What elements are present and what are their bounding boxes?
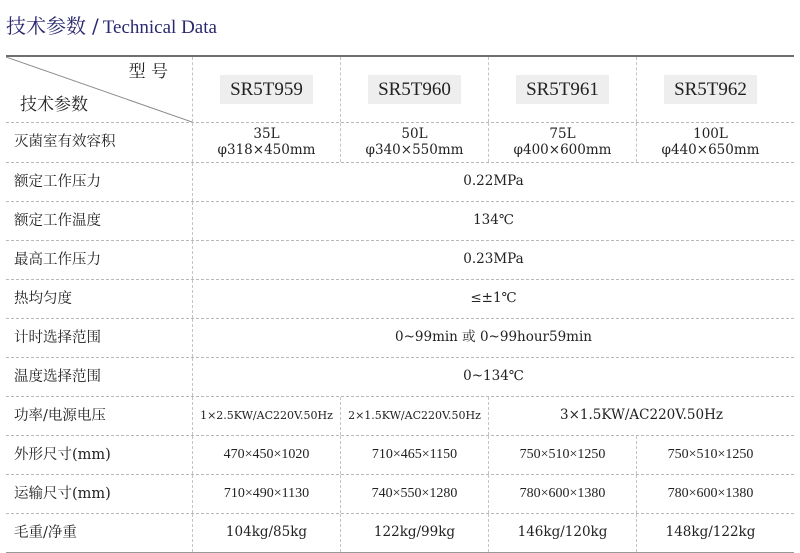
row-value: 0.23MPa (192, 241, 794, 279)
shipping-cell: 710×490×1130 (192, 475, 340, 513)
model-header-label: 型 号 (128, 62, 168, 82)
model-name: SR5T961 (516, 75, 609, 105)
row-label: 功率/电源电压 (14, 407, 106, 424)
row-label: 运输尺寸(mm) (14, 485, 111, 502)
row-label: 额定工作温度 (14, 212, 101, 229)
title-en: Technical Data (102, 17, 217, 38)
param-header-label: 技术参数 (20, 95, 88, 116)
dimension-cell: 470×450×1020 (192, 436, 340, 474)
table-row-shipping (6, 475, 794, 514)
chamber-size: φ340×550mm (365, 141, 464, 158)
row-label: 热均匀度 (14, 290, 72, 307)
dimension-cell: 710×465×1150 (340, 436, 488, 474)
volume-cell (636, 123, 784, 162)
table-row-temp-range (6, 358, 794, 397)
table-row-power (6, 397, 794, 436)
row-label: 外形尺寸(mm) (14, 446, 111, 463)
weight-cell: 104kg/85kg (192, 514, 340, 552)
row-value: 134℃ (192, 202, 794, 240)
table-row-volume (6, 123, 794, 163)
dimension-cell: 750×510×1250 (636, 436, 784, 474)
chamber-size: φ400×600mm (513, 141, 612, 158)
shipping-cell: 780×600×1380 (636, 475, 784, 513)
table-row-weight (6, 514, 794, 552)
table-header-row (6, 57, 794, 123)
model-name: SR5T962 (664, 75, 757, 105)
chamber-size: φ440×650mm (661, 141, 760, 158)
title-separator: / (92, 14, 99, 38)
model-name: SR5T960 (368, 75, 461, 105)
title-zh: 技术参数 (6, 14, 86, 38)
table-row-dimensions (6, 436, 794, 475)
volume-cell (192, 123, 340, 162)
model-cell (340, 57, 488, 122)
model-cell (488, 57, 636, 122)
power-cell: 1×2.5KW/AC220V.50Hz (192, 397, 340, 435)
volume-value: 35L (253, 125, 280, 142)
table-row-temperature (6, 202, 794, 241)
shipping-cell: 740×550×1280 (340, 475, 488, 513)
row-label: 最高工作压力 (14, 251, 101, 268)
table-row-pressure (6, 163, 794, 202)
power-cell: 2×1.5KW/AC220V.50Hz (340, 397, 488, 435)
volume-value: 75L (549, 125, 576, 142)
model-cell (192, 57, 340, 122)
spec-table (6, 55, 794, 553)
row-label: 计时选择范围 (14, 329, 101, 346)
row-value: 0~99min 或 0~99hour59min (192, 319, 794, 357)
row-value: 0.22MPa (192, 163, 794, 201)
row-value: ≤±1℃ (192, 280, 794, 318)
model-name: SR5T959 (220, 75, 313, 105)
row-label: 温度选择范围 (14, 368, 101, 385)
model-cell (636, 57, 784, 122)
table-row-max-pressure (6, 241, 794, 280)
row-label: 额定工作压力 (14, 173, 101, 190)
volume-cell (488, 123, 636, 162)
weight-cell: 148kg/122kg (636, 514, 784, 552)
table-row-uniformity (6, 280, 794, 319)
dimension-cell: 750×510×1250 (488, 436, 636, 474)
page-title (6, 10, 217, 39)
volume-value: 50L (401, 125, 428, 142)
header-corner-cell (6, 57, 192, 122)
power-cell: 3×1.5KW/AC220V.50Hz (488, 397, 794, 435)
chamber-size: φ318×450mm (217, 141, 316, 158)
table-row-timer (6, 319, 794, 358)
row-label: 灭菌室有效容积 (14, 134, 116, 151)
row-value: 0~134℃ (192, 358, 794, 396)
weight-cell: 146kg/120kg (488, 514, 636, 552)
volume-value: 100L (693, 125, 728, 142)
volume-cell (340, 123, 488, 162)
shipping-cell: 780×600×1380 (488, 475, 636, 513)
weight-cell: 122kg/99kg (340, 514, 488, 552)
row-label: 毛重/净重 (14, 524, 77, 541)
